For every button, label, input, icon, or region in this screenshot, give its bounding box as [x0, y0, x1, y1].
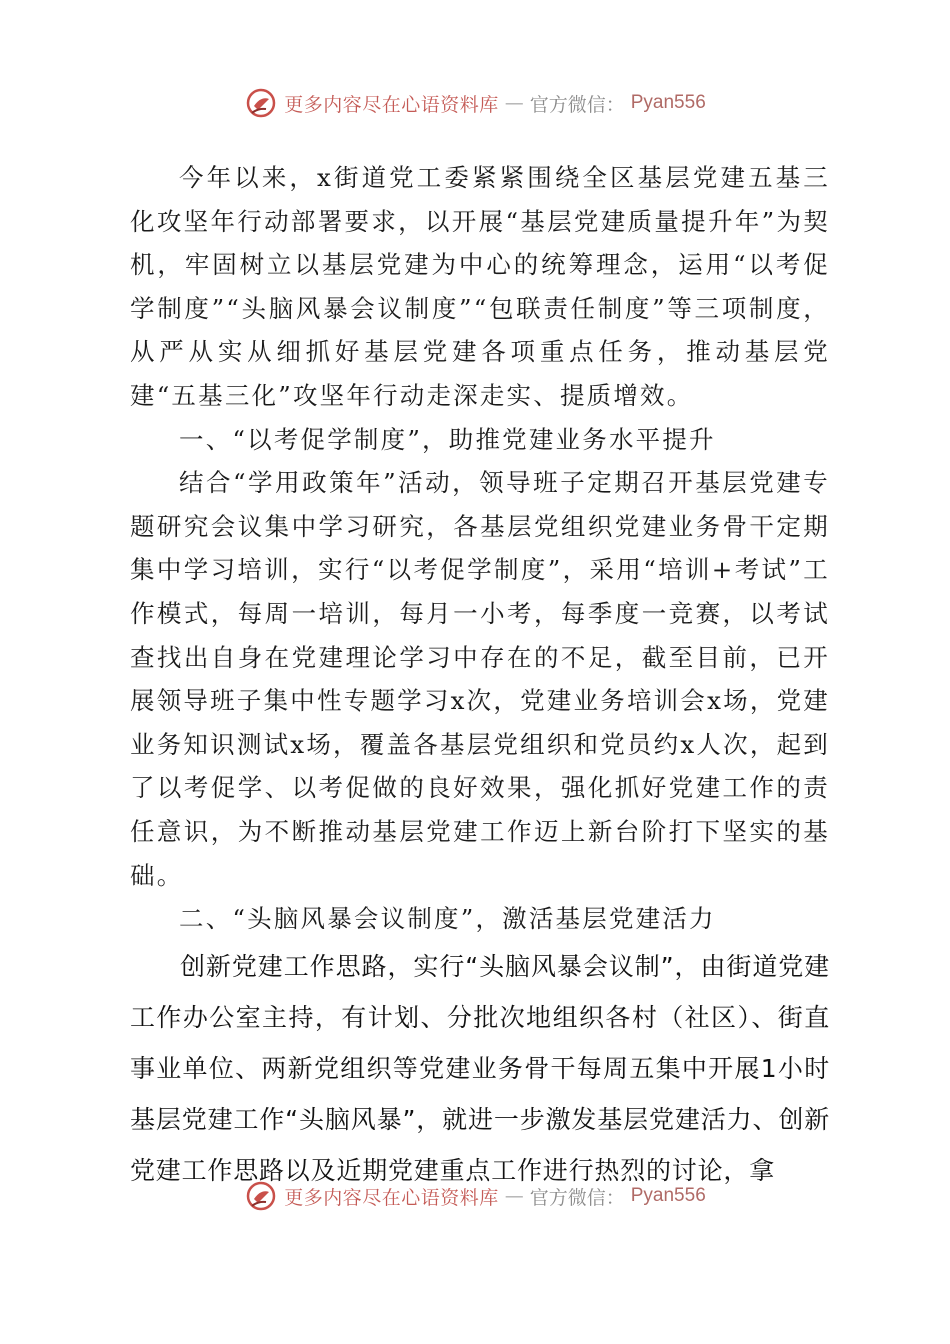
section-2-paragraph: 创新党建工作思路，实行“头脑风暴会议制”，由街道党建工作办公室主持，有计划、分批次地组织各村（社区）、街直事业单位、两新党组织等党建业务骨干每周五集中开展1小时基层党建工作“头脑风暴”，就进一步激发基层党建活力、创新党建工作思路以及近期党建重点工作进行热烈的讨论，拿: [130, 951, 830, 1185]
watermark-wechat-label: 官方微信：: [529, 1186, 625, 1209]
section-heading-1: 一、“以考促学制度”，助推党建业务水平提升: [179, 424, 716, 454]
intro-paragraph: 今年以来，x街道党工委紧紧围绕全区基层党建五基三化攻坚年行动部署要求，以开展“基层党建质量提升年”为契机，牢固树立以基层党建为中心的统筹理念，运用“以考促学制度”“头脑风暴会议制度”“包联责任制度”等三项制度，从严从实从细抓好基层党建各项重点任务，推动基层党建“五基三化”攻坚年行动走深走实、提质增效。: [130, 163, 830, 410]
watermark-wechat-id: Pyan556: [630, 1185, 706, 1206]
watermark-title: 更多内容尽在心语资料库: [284, 93, 499, 116]
watermark-separator: —: [504, 92, 524, 114]
book-logo-icon: [244, 1179, 278, 1213]
section-heading-2: 二、“头脑风暴会议制度”，激活基层党建活力: [179, 904, 716, 934]
watermark-wechat-id: Pyan556: [630, 92, 706, 113]
book-logo-icon: [244, 86, 278, 120]
section-1-paragraph: 结合“学用政策年”活动，领导班子定期召开基层党建专题研究会议集中学习研究，各基层党组织党建业务骨干定期集中学习培训，实行“以考促学制度”，采用“培训+考试”工作模式，每周一培训，每月一小考，每季度一竞赛，以考试查找出自身在党建理论学习中存在的不足，截至目前，已开展领导班子集中性专题学习x次，党建业务培训会x场，党建业务知识测试x场，覆盖各基层党组织和党员约x人次，起到了以考促学、以考促做的良好效果，强化抓好党建工作的责任意识，为不断推动基层党建工作迈上新台阶打下坚实的基础。: [130, 468, 830, 890]
watermark-separator: —: [504, 1185, 524, 1207]
watermark-wechat-label: 官方微信：: [529, 93, 625, 116]
header-watermark: [0, 86, 950, 120]
watermark-title: 更多内容尽在心语资料库: [284, 1186, 499, 1209]
document-body: [130, 156, 830, 1196]
footer-watermark: [0, 1179, 950, 1213]
